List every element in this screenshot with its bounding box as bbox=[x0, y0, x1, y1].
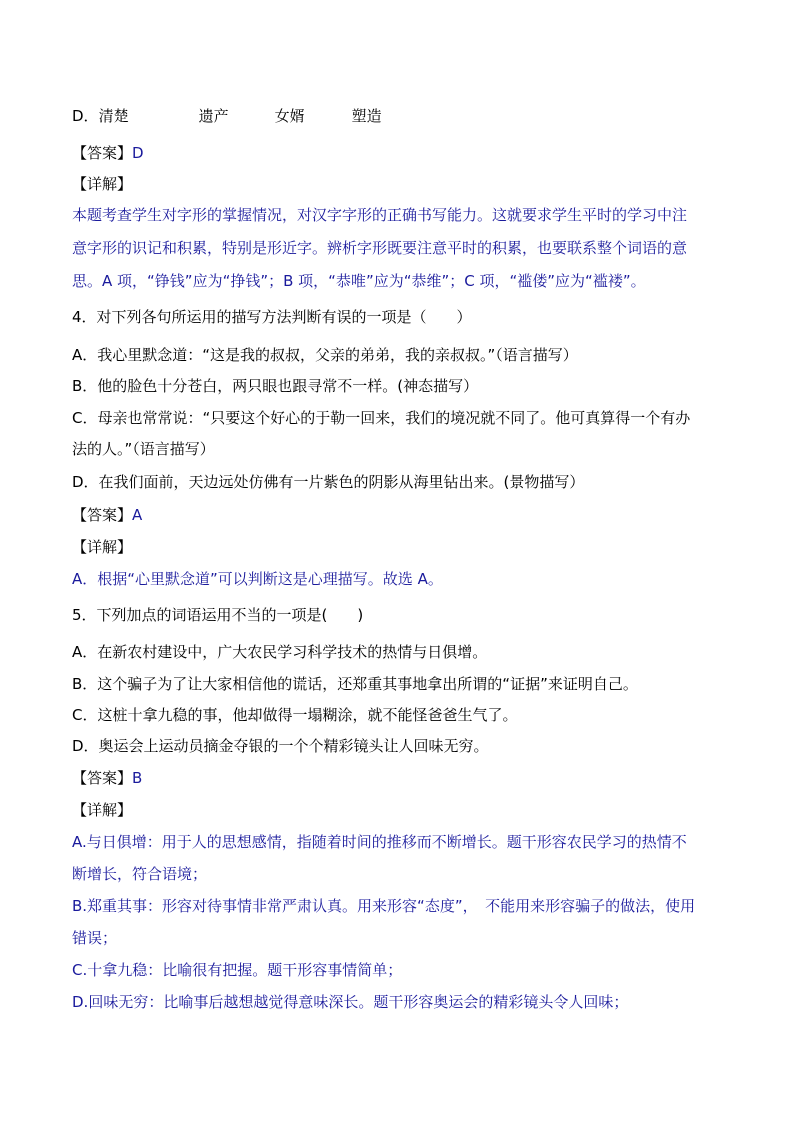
q5-detail-line-6: D.回味无穷：比喻事后越想越觉得意味深长。题干形容奥运会的精彩镜头令人回味； bbox=[72, 993, 629, 1011]
q3-detail-line-3: 思。A 项，“铮钱”应为“挣钱”；B 项，“恭唯”应为“恭维”；C 项，“褴偻”应为“褴褛”。 bbox=[72, 272, 646, 290]
q5-answer-value: B bbox=[132, 769, 143, 787]
q3-answer-tag: 【答案】 bbox=[72, 144, 133, 162]
q5-option-c: C．这桩十拿九稳的事，他却做得一塌糊涂，就不能怪爸爸生气了。 bbox=[72, 706, 518, 724]
q4-answer bbox=[72, 505, 142, 525]
q4-stem: 4．对下列各句所运用的描写方法判断有误的一项是（ ） bbox=[72, 308, 472, 326]
q5-option-a: A．在新农村建设中，广大农民学习科学技术的热情与日俱增。 bbox=[72, 643, 488, 661]
q5-detail-tag: 【详解】 bbox=[72, 801, 133, 819]
q5-answer bbox=[72, 768, 142, 788]
q5-option-d: D．奥运会上运动员摘金夺银的一个个精彩镜头让人回味无穷。 bbox=[72, 737, 489, 755]
q3-answer-value: D bbox=[132, 144, 144, 162]
q4-option-c-cont: 法的人。”（语言描写） bbox=[72, 440, 215, 458]
q4-answer-tag: 【答案】 bbox=[72, 506, 133, 524]
q3-option-d-label: D． bbox=[72, 107, 99, 125]
q3-option-d-word-4: 塑造 bbox=[351, 107, 382, 125]
q5-answer-tag: 【答案】 bbox=[72, 769, 133, 787]
q3-option-d bbox=[72, 106, 382, 126]
q5-stem: 5．下列加点的词语运用不当的一项是( ) bbox=[72, 606, 364, 624]
q3-detail-line-2: 意字形的识记和积累，特别是形近字。辨析字形既要注意平时的积累，也要联系整个词语的意 bbox=[72, 239, 688, 257]
q3-option-d-word-1: 清楚 bbox=[98, 107, 129, 125]
q5-detail-line-1: A.与日俱增：用于人的思想感情，指随着时间的推移而不断增长。题干形容农民学习的热情不 bbox=[72, 833, 687, 851]
q3-detail-tag: 【详解】 bbox=[72, 175, 133, 193]
q5-detail-line-5: C.十拿九稳：比喻很有把握。题干形容事情简单； bbox=[72, 961, 403, 979]
q4-option-a: A．我心里默念道：“这是我的叔叔，父亲的弟弟，我的亲叔叔。”（语言描写） bbox=[72, 346, 578, 364]
q3-detail-line-1: 本题考查学生对字形的掌握情况，对汉字字形的正确书写能力。这就要求学生平时的学习中注 bbox=[72, 206, 688, 224]
q3-answer bbox=[72, 143, 144, 163]
q5-detail-line-3: B.郑重其事：形容对待事情非常严肃认真。用来形容“态度”， 不能用来形容骗子的做法，使用 bbox=[72, 897, 696, 915]
q3-option-d-word-3: 女婿 bbox=[274, 107, 305, 125]
q4-answer-value: A bbox=[132, 506, 143, 524]
q3-option-d-word-2: 遗产 bbox=[198, 107, 229, 125]
q4-detail: A．根据“心里默念道”可以判断这是心理描写。故选 A。 bbox=[72, 570, 443, 588]
q4-option-b: B．他的脸色十分苍白，两只眼也跟寻常不一样。(神态描写） bbox=[72, 377, 479, 395]
q5-detail-line-2: 断增长，符合语境； bbox=[72, 865, 208, 883]
q4-option-d: D．在我们面前，天边远处仿佛有一片紫色的阴影从海里钻出来。(景物描写） bbox=[72, 473, 585, 491]
q4-detail-tag: 【详解】 bbox=[72, 538, 133, 556]
q4-option-c: C．母亲也常常说：“只要这个好心的于勒一回来，我们的境况就不同了。他可真算得一个有办 bbox=[72, 409, 691, 427]
q5-detail-line-4: 错误； bbox=[72, 929, 118, 947]
q5-option-b: B．这个骗子为了让大家相信他的谎话，还郑重其事地拿出所谓的“证据”来证明自己。 bbox=[72, 675, 638, 693]
